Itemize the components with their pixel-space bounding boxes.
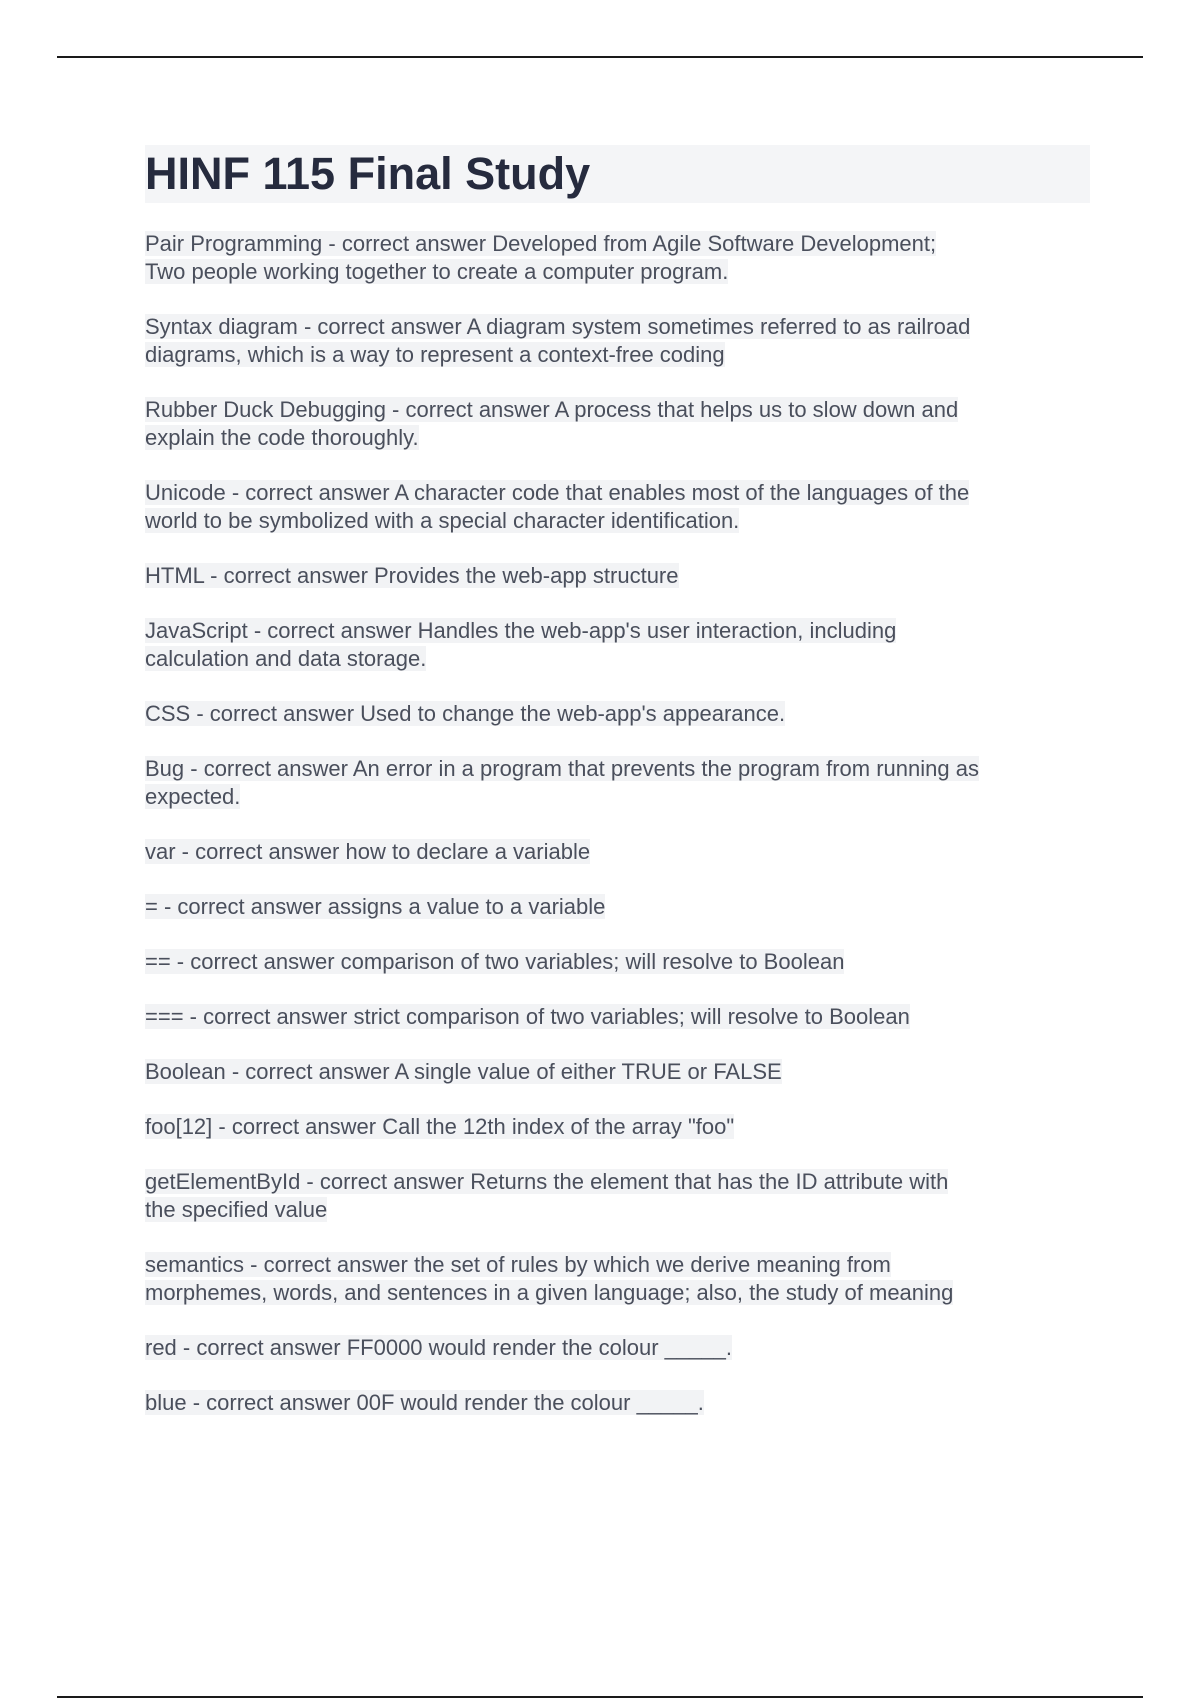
study-entry <box>145 1113 1090 1141</box>
document-body <box>145 145 1090 1444</box>
entry-text: world to be symbolized with a special character identification. <box>145 508 740 533</box>
entry-line <box>145 507 1090 535</box>
entry-text: var - correct answer how to declare a variable <box>145 839 591 864</box>
entry-line <box>145 341 1090 369</box>
entry-text: getElementById - correct answer Returns the element that has the ID attribute with <box>145 1169 949 1194</box>
entry-line <box>145 783 1090 811</box>
study-entry <box>145 1334 1090 1362</box>
study-entry <box>145 396 1090 452</box>
entry-text: red - correct answer FF0000 would render the colour _____. <box>145 1335 732 1360</box>
entry-line <box>145 1196 1090 1224</box>
entry-text: Bug - correct answer An error in a program that prevents the program from running as <box>145 756 979 781</box>
entry-line <box>145 1334 1090 1362</box>
entry-line <box>145 1389 1090 1417</box>
entry-list <box>145 230 1090 1417</box>
entry-text: JavaScript - correct answer Handles the web-app's user interaction, including <box>145 618 897 643</box>
entry-line <box>145 1251 1090 1279</box>
entry-line <box>145 893 1090 921</box>
study-entry <box>145 948 1090 976</box>
study-entry <box>145 562 1090 590</box>
study-entry <box>145 230 1090 286</box>
study-entry <box>145 700 1090 728</box>
entry-text: Syntax diagram - correct answer A diagram system sometimes referred to as railroad <box>145 314 971 339</box>
study-entry <box>145 1168 1090 1224</box>
entry-text: Pair Programming - correct answer Developed from Agile Software Development; <box>145 231 937 256</box>
entry-line <box>145 258 1090 286</box>
entry-text: foo[12] - correct answer Call the 12th index of the array "foo" <box>145 1114 735 1139</box>
entry-text: Unicode - correct answer A character code that enables most of the languages of the <box>145 480 970 505</box>
top-rule <box>57 56 1143 58</box>
entry-text: semantics - correct answer the set of rules by which we derive meaning from <box>145 1252 891 1277</box>
entry-line <box>145 562 1090 590</box>
entry-line <box>145 645 1090 673</box>
study-entry <box>145 479 1090 535</box>
entry-line <box>145 1058 1090 1086</box>
entry-line <box>145 230 1090 258</box>
entry-text: HTML - correct answer Provides the web-app structure <box>145 563 679 588</box>
entry-text: Two people working together to create a computer program. <box>145 259 729 284</box>
study-entry <box>145 313 1090 369</box>
entry-line <box>145 755 1090 783</box>
entry-text: CSS - correct answer Used to change the web-app's appearance. <box>145 701 786 726</box>
entry-line <box>145 396 1090 424</box>
study-entry <box>145 1003 1090 1031</box>
entry-line <box>145 617 1090 645</box>
entry-line <box>145 1003 1090 1031</box>
study-entry <box>145 617 1090 673</box>
entry-line <box>145 948 1090 976</box>
entry-text: expected. <box>145 784 241 809</box>
study-entry <box>145 893 1090 921</box>
entry-line <box>145 1168 1090 1196</box>
bottom-rule <box>57 1696 1143 1698</box>
entry-text: Rubber Duck Debugging - correct answer A process that helps us to slow down and <box>145 397 959 422</box>
entry-line <box>145 838 1090 866</box>
entry-line <box>145 1113 1090 1141</box>
study-entry <box>145 1058 1090 1086</box>
entry-line <box>145 1279 1090 1307</box>
entry-text: calculation and data storage. <box>145 646 427 671</box>
entry-text: = - correct answer assigns a value to a variable <box>145 894 606 919</box>
entry-line <box>145 479 1090 507</box>
entry-line <box>145 700 1090 728</box>
entry-line <box>145 313 1090 341</box>
entry-text: explain the code thoroughly. <box>145 425 419 450</box>
entry-text: the specified value <box>145 1197 328 1222</box>
study-entry <box>145 755 1090 811</box>
entry-text: morphemes, words, and sentences in a given language; also, the study of meaning <box>145 1280 954 1305</box>
entry-text: == - correct answer comparison of two variables; will resolve to Boolean <box>145 949 845 974</box>
entry-text: Boolean - correct answer A single value of either TRUE or FALSE <box>145 1059 782 1084</box>
page-title: HINF 115 Final Study <box>145 148 591 199</box>
title-bar <box>145 145 1090 203</box>
entry-text: blue - correct answer 00F would render the colour _____. <box>145 1390 704 1415</box>
entry-text: diagrams, which is a way to represent a context-free coding <box>145 342 725 367</box>
entry-line <box>145 424 1090 452</box>
study-entry <box>145 838 1090 866</box>
study-entry <box>145 1389 1090 1417</box>
study-entry <box>145 1251 1090 1307</box>
entry-text: === - correct answer strict comparison of two variables; will resolve to Boolean <box>145 1004 910 1029</box>
